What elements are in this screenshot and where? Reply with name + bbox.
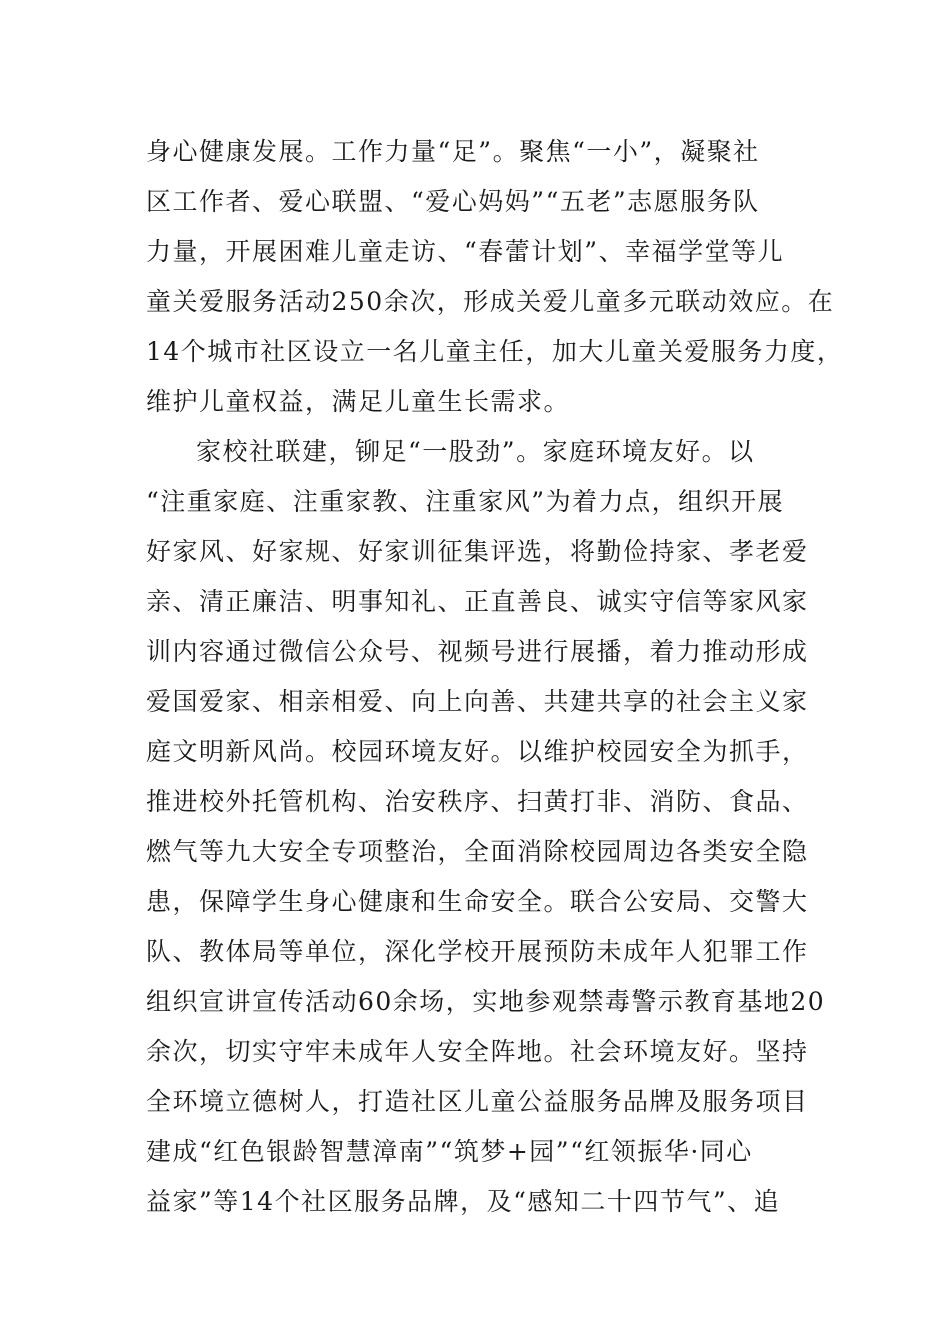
text-line: 14个城市社区设立一名儿童主任，加大儿童关爱服务力度， — [146, 337, 844, 366]
document-body — [146, 127, 844, 1227]
text-line: 余次，切实守牢未成年人安全阵地。社会环境友好。坚持 — [146, 1037, 809, 1066]
text-line: 区工作者、爱心联盟、“爱心妈妈”“五老”志愿服务队 — [146, 187, 760, 216]
text-line: 队、教体局等单位，深化学校开展预防未成年人犯罪工作 — [146, 937, 809, 966]
paragraph — [146, 127, 844, 427]
text-line: 全环境立德树人，打造社区儿童公益服务品牌及服务项目 — [146, 1087, 809, 1116]
text-line: 家校社联建，铆足“一股劲”。家庭环境友好。以 — [196, 437, 755, 466]
text-line: 力量，开展困难儿童走访、“春蕾计划”、幸福学堂等儿 — [146, 237, 785, 266]
text-line: 亲、清正廉洁、明事知礼、正直善良、诚实守信等家风家 — [146, 587, 809, 616]
text-line: 燃气等九大安全专项整治，全面消除校园周边各类安全隐 — [146, 837, 809, 866]
text-line: 患，保障学生身心健康和生命安全。联合公安局、交警大 — [146, 887, 809, 916]
text-line: 益家”等14个社区服务品牌，及“感知二十四节气”、追 — [146, 1187, 781, 1216]
text-line: 推进校外托管机构、治安秩序、扫黄打非、消防、食品、 — [146, 787, 809, 816]
text-line: 建成“红色银龄智慧漳南”“筑梦+园”“红领振华·同心 — [146, 1137, 753, 1166]
text-line: 身心健康发展。工作力量“足”。聚焦“一小”，凝聚社 — [146, 137, 760, 166]
text-line: 庭文明新风尚。校园环境友好。以维护校园安全为抓手， — [146, 737, 809, 766]
text-line: 组织宣讲宣传活动60余场，实地参观禁毒警示教育基地20 — [146, 987, 826, 1016]
text-line: 维护儿童权益，满足儿童生长需求。 — [146, 387, 571, 416]
text-line: 童关爱服务活动250余次，形成关爱儿童多元联动效应。在 — [146, 287, 835, 316]
paragraph — [146, 427, 826, 1227]
text-line: 训内容通过微信公众号、视频号进行展播，着力推动形成 — [146, 637, 809, 666]
text-line: “注重家庭、注重家教、注重家风”为着力点，组织开展 — [146, 487, 785, 516]
text-line: 好家风、好家规、好家训征集评选，将勤俭持家、孝老爱 — [146, 537, 809, 566]
text-line: 爱国爱家、相亲相爱、向上向善、共建共享的社会主义家 — [146, 687, 809, 716]
